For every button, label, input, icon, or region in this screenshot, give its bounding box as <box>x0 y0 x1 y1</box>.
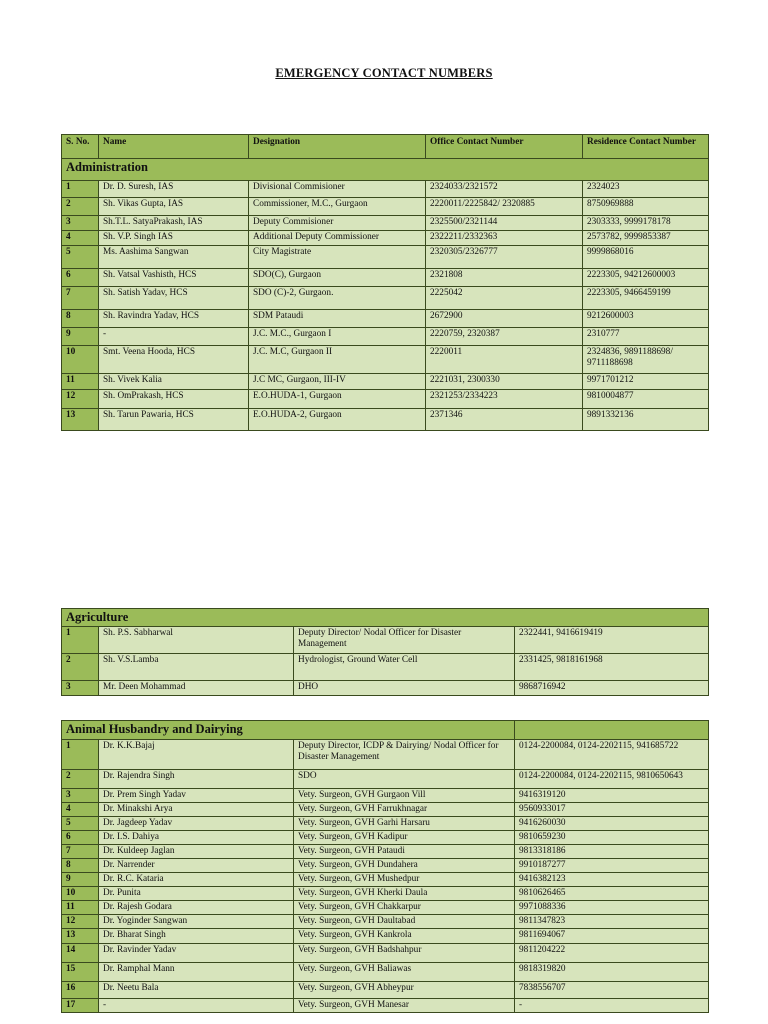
table-row <box>62 859 709 873</box>
cell-name: - <box>99 999 294 1013</box>
cell-name: Sh. Ravindra Yadav, HCS <box>99 310 249 328</box>
cell-sno: 2 <box>62 198 99 216</box>
cell-name: Dr. Minakshi Arya <box>99 803 294 817</box>
table-row <box>62 929 709 944</box>
cell-name: Sh. Satish Yadav, HCS <box>99 287 249 310</box>
cell-designation: J.C MC, Gurgaon, III-IV <box>249 374 426 390</box>
cell-residence-contact: 2310777 <box>583 328 709 346</box>
cell-name: Dr. Ramphal Mann <box>99 963 294 982</box>
cell-designation: DHO <box>294 681 515 696</box>
cell-name: - <box>99 328 249 346</box>
cell-contact: 9560933017 <box>515 803 709 817</box>
cell-sno: 17 <box>62 999 99 1013</box>
cell-designation: Hydrologist, Ground Water Cell <box>294 654 515 681</box>
table-row <box>62 269 709 287</box>
table-row <box>62 831 709 845</box>
cell-residence-contact: 9810004877 <box>583 390 709 409</box>
table-row <box>62 944 709 963</box>
table-row <box>62 287 709 310</box>
cell-contact: 9910187277 <box>515 859 709 873</box>
cell-sno: 4 <box>62 231 99 246</box>
cell-office-contact: 2672900 <box>426 310 583 328</box>
table-row <box>62 216 709 231</box>
cell-name: Sh. Tarun Pawaria, HCS <box>99 409 249 431</box>
cell-sno: 11 <box>62 901 99 915</box>
cell-sno: 7 <box>62 845 99 859</box>
cell-office-contact: 2320305/2326777 <box>426 246 583 269</box>
table-row <box>62 845 709 859</box>
cell-office-contact: 2220011 <box>426 346 583 374</box>
cell-designation: Vety. Surgeon, GVH Badshahpur <box>294 944 515 963</box>
table-row <box>62 982 709 999</box>
cell-sno: 16 <box>62 982 99 999</box>
section-title: Animal Husbandry and Dairying <box>62 721 515 740</box>
cell-name: Dr. Rajendra Singh <box>99 770 294 789</box>
cell-residence-contact: 2223305, 94212600003 <box>583 269 709 287</box>
table-row <box>62 915 709 929</box>
cell-designation: J.C. M.C., Gurgaon I <box>249 328 426 346</box>
cell-name: Dr. Rajesh Godara <box>99 901 294 915</box>
cell-sno: 7 <box>62 287 99 310</box>
header-name: Name <box>99 135 249 159</box>
table-row <box>62 346 709 374</box>
cell-office-contact: 2325500/2321144 <box>426 216 583 231</box>
table-row <box>62 409 709 431</box>
cell-name: Dr. Jagdeep Yadav <box>99 817 294 831</box>
cell-sno: 1 <box>62 627 99 654</box>
cell-contact: 0124-2200084, 0124-2202115, 941685722 <box>515 740 709 770</box>
table-row <box>62 654 709 681</box>
cell-contact: 7838556707 <box>515 982 709 999</box>
cell-contact: 9810659230 <box>515 831 709 845</box>
header-designation: Designation <box>249 135 426 159</box>
section-title: Administration <box>62 159 709 181</box>
table-header-row <box>62 135 709 159</box>
cell-name: Dr. Yoginder Sangwan <box>99 915 294 929</box>
table-row <box>62 198 709 216</box>
cell-residence-contact: 9891332136 <box>583 409 709 431</box>
table-row <box>62 231 709 246</box>
cell-sno: 12 <box>62 915 99 929</box>
cell-designation: Vety. Surgeon, GVH Manesar <box>294 999 515 1013</box>
cell-residence-contact: 9999868016 <box>583 246 709 269</box>
document-title: EMERGENCY CONTACT NUMBERS <box>275 66 493 80</box>
cell-name: Sh. V.S.Lamba <box>99 654 294 681</box>
cell-name: Dr. Punita <box>99 887 294 901</box>
cell-designation: Deputy Director, ICDP & Dairying/ Nodal Officer for Disaster Management <box>294 740 515 770</box>
cell-office-contact: 2321253/2334223 <box>426 390 583 409</box>
cell-residence-contact: 2303333, 9999178178 <box>583 216 709 231</box>
cell-designation: Vety. Surgeon, GVH Mushedpur <box>294 873 515 887</box>
cell-sno: 13 <box>62 409 99 431</box>
cell-contact: 9416382123 <box>515 873 709 887</box>
table-row <box>62 627 709 654</box>
cell-name: Ms. Aashima Sangwan <box>99 246 249 269</box>
table-row <box>62 740 709 770</box>
cell-designation: Vety. Surgeon, GVH Daultabad <box>294 915 515 929</box>
table-row <box>62 770 709 789</box>
table-row <box>62 390 709 409</box>
cell-contact: 9416260030 <box>515 817 709 831</box>
cell-designation: Vety. Surgeon, GVH Garhi Harsaru <box>294 817 515 831</box>
cell-sno: 3 <box>62 681 99 696</box>
cell-office-contact: 2220759, 2320387 <box>426 328 583 346</box>
cell-office-contact: 2220011/2225842/ 2320885 <box>426 198 583 216</box>
cell-designation: City Magistrate <box>249 246 426 269</box>
cell-office-contact: 2371346 <box>426 409 583 431</box>
cell-sno: 9 <box>62 873 99 887</box>
cell-residence-contact: 2573782, 9999853387 <box>583 231 709 246</box>
cell-sno: 9 <box>62 328 99 346</box>
cell-sno: 1 <box>62 740 99 770</box>
cell-name: Dr. I.S. Dahiya <box>99 831 294 845</box>
table-row <box>62 803 709 817</box>
table-row <box>62 901 709 915</box>
cell-sno: 2 <box>62 770 99 789</box>
cell-office-contact: 2225042 <box>426 287 583 310</box>
cell-designation: Vety. Surgeon, GVH Kankrola <box>294 929 515 944</box>
cell-office-contact: 2321808 <box>426 269 583 287</box>
table-row <box>62 887 709 901</box>
cell-residence-contact: 2223305, 9466459199 <box>583 287 709 310</box>
cell-name: Dr. Kuldeep Jaglan <box>99 845 294 859</box>
cell-designation: Vety. Surgeon, GVH Abheypur <box>294 982 515 999</box>
cell-sno: 6 <box>62 269 99 287</box>
cell-name: Dr. Bharat Singh <box>99 929 294 944</box>
table-row <box>62 310 709 328</box>
cell-name: Dr. Ravinder Yadav <box>99 944 294 963</box>
cell-designation: Vety. Surgeon, GVH Baliawas <box>294 963 515 982</box>
table-row <box>62 817 709 831</box>
cell-designation: Vety. Surgeon, GVH Dundahera <box>294 859 515 873</box>
administration-table <box>61 134 709 431</box>
cell-designation: Commissioner, M.C., Gurgaon <box>249 198 426 216</box>
cell-name: Mr. Deen Mohammad <box>99 681 294 696</box>
cell-name: Sh. Vikas Gupta, IAS <box>99 198 249 216</box>
cell-designation: SDO (C)-2, Gurgaon. <box>249 287 426 310</box>
cell-name: Sh. OmPrakash, HCS <box>99 390 249 409</box>
cell-residence-contact: 9971701212 <box>583 374 709 390</box>
cell-name: Sh.T.L. SatyaPrakash, IAS <box>99 216 249 231</box>
cell-contact: 9868716942 <box>515 681 709 696</box>
table-row <box>62 681 709 696</box>
cell-sno: 8 <box>62 859 99 873</box>
cell-sno: 15 <box>62 963 99 982</box>
cell-sno: 1 <box>62 181 99 198</box>
cell-designation: Vety. Surgeon, GVH Farrukhnagar <box>294 803 515 817</box>
cell-sno: 12 <box>62 390 99 409</box>
cell-designation: SDO(C), Gurgaon <box>249 269 426 287</box>
cell-name: Dr. R.C. Kataria <box>99 873 294 887</box>
cell-residence-contact: 2324836, 9891188698/ 9711188698 <box>583 346 709 374</box>
cell-contact: 2331425, 9818161968 <box>515 654 709 681</box>
cell-designation: Divisional Commisioner <box>249 181 426 198</box>
cell-residence-contact: 8750969888 <box>583 198 709 216</box>
cell-designation: Deputy Commisioner <box>249 216 426 231</box>
cell-name: Dr. D. Suresh, IAS <box>99 181 249 198</box>
table-row <box>62 963 709 982</box>
cell-contact: 9811347823 <box>515 915 709 929</box>
cell-designation: Vety. Surgeon, GVH Gurgaon Vill <box>294 789 515 803</box>
cell-office-contact: 2324033/2321572 <box>426 181 583 198</box>
cell-contact: 9416319120 <box>515 789 709 803</box>
table-row <box>62 374 709 390</box>
cell-office-contact: 2221031, 2300330 <box>426 374 583 390</box>
table-row <box>62 246 709 269</box>
cell-name: Dr. Neetu Bala <box>99 982 294 999</box>
cell-designation: Vety. Surgeon, GVH Pataudi <box>294 845 515 859</box>
cell-sno: 11 <box>62 374 99 390</box>
cell-sno: 5 <box>62 246 99 269</box>
cell-designation: Vety. Surgeon, GVH Chakkarpur <box>294 901 515 915</box>
cell-sno: 4 <box>62 803 99 817</box>
cell-name: Smt. Veena Hooda, HCS <box>99 346 249 374</box>
cell-sno: 6 <box>62 831 99 845</box>
section-title: Agriculture <box>62 609 709 627</box>
cell-sno: 5 <box>62 817 99 831</box>
cell-sno: 13 <box>62 929 99 944</box>
table-row <box>62 181 709 198</box>
cell-designation: Deputy Director/ Nodal Officer for Disaster Management <box>294 627 515 654</box>
cell-contact: - <box>515 999 709 1013</box>
header-residence-contact: Residence Contact Number <box>583 135 709 159</box>
cell-designation: Vety. Surgeon, GVH Kadipur <box>294 831 515 845</box>
cell-designation: SDO <box>294 770 515 789</box>
cell-sno: 3 <box>62 216 99 231</box>
header-office-contact: Office Contact Number <box>426 135 583 159</box>
cell-contact: 9811694067 <box>515 929 709 944</box>
header-sno: S. No. <box>62 135 99 159</box>
cell-name: Dr. Narrender <box>99 859 294 873</box>
cell-sno: 2 <box>62 654 99 681</box>
section-header-row <box>62 609 709 627</box>
section-header-row <box>62 159 709 181</box>
cell-name: Sh. Vivek Kalia <box>99 374 249 390</box>
cell-sno: 3 <box>62 789 99 803</box>
cell-designation: Vety. Surgeon, GVH Kherki Daula <box>294 887 515 901</box>
cell-sno: 14 <box>62 944 99 963</box>
cell-residence-contact: 2324023 <box>583 181 709 198</box>
cell-name: Dr. Prem Singh Yadav <box>99 789 294 803</box>
cell-name: Sh. Vatsal Vashisth, HCS <box>99 269 249 287</box>
cell-residence-contact: 9212600003 <box>583 310 709 328</box>
section-header-filler <box>515 721 709 740</box>
cell-contact: 9818319820 <box>515 963 709 982</box>
cell-contact: 9811204222 <box>515 944 709 963</box>
cell-designation: SDM Pataudi <box>249 310 426 328</box>
table-row <box>62 873 709 887</box>
cell-sno: 10 <box>62 346 99 374</box>
cell-designation: J.C. M.C, Gurgaon II <box>249 346 426 374</box>
table-row <box>62 999 709 1013</box>
animal-husbandry-table <box>61 720 709 1013</box>
cell-name: Dr. K.K.Bajaj <box>99 740 294 770</box>
cell-contact: 9971088336 <box>515 901 709 915</box>
cell-sno: 10 <box>62 887 99 901</box>
cell-contact: 9810626465 <box>515 887 709 901</box>
section-header-row <box>62 721 709 740</box>
cell-contact: 9813318186 <box>515 845 709 859</box>
cell-contact: 0124-2200084, 0124-2202115, 9810650643 <box>515 770 709 789</box>
table-row <box>62 789 709 803</box>
cell-contact: 2322441, 9416619419 <box>515 627 709 654</box>
cell-designation: E.O.HUDA-1, Gurgaon <box>249 390 426 409</box>
cell-designation: Additional Deputy Commissioner <box>249 231 426 246</box>
agriculture-table <box>61 608 709 696</box>
cell-office-contact: 2322211/2332363 <box>426 231 583 246</box>
cell-name: Sh. P.S. Sabharwal <box>99 627 294 654</box>
table-row <box>62 328 709 346</box>
cell-name: Sh. V.P. Singh IAS <box>99 231 249 246</box>
cell-designation: E.O.HUDA-2, Gurgaon <box>249 409 426 431</box>
cell-sno: 8 <box>62 310 99 328</box>
